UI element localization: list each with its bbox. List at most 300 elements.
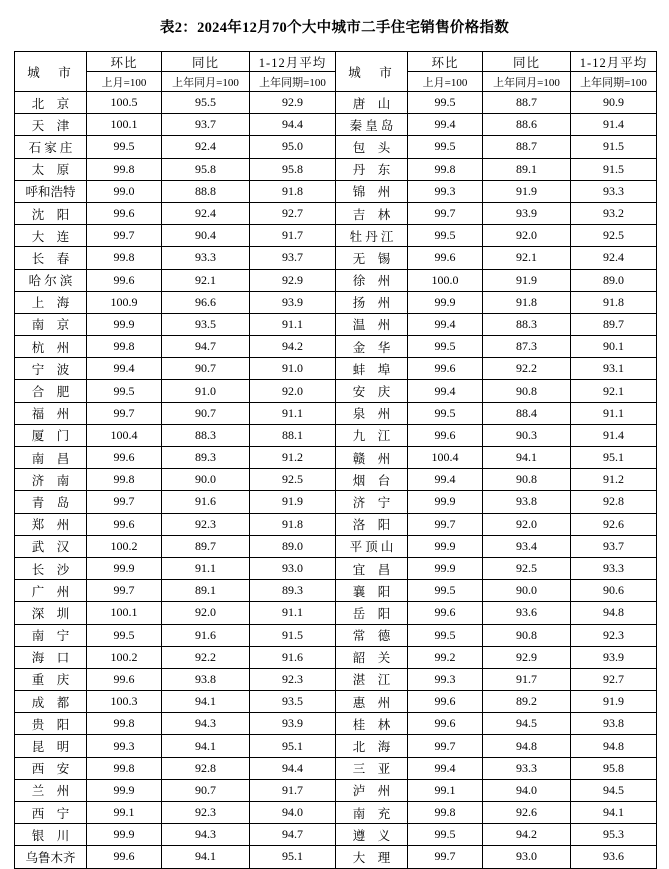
value-yoy-right: 94.8 xyxy=(483,735,571,757)
value-avg-left: 94.2 xyxy=(250,336,336,358)
table-header xyxy=(15,52,657,92)
city-name-right: 遵 义 xyxy=(336,824,408,846)
value-mom-left: 99.4 xyxy=(87,358,162,380)
value-mom-right: 99.9 xyxy=(408,535,483,557)
value-avg-right: 91.4 xyxy=(571,114,657,136)
value-avg-left: 92.9 xyxy=(250,269,336,291)
city-name-left: 济 南 xyxy=(15,469,87,491)
value-mom-left: 99.8 xyxy=(87,336,162,358)
value-avg-right: 92.5 xyxy=(571,225,657,247)
value-mom-right: 99.9 xyxy=(408,291,483,313)
value-yoy-right: 87.3 xyxy=(483,336,571,358)
value-avg-left: 91.7 xyxy=(250,225,336,247)
value-avg-left: 89.3 xyxy=(250,580,336,602)
page-title: 表2：2024年12月70个大中城市二手住宅销售价格指数 xyxy=(159,20,510,36)
value-avg-right: 91.9 xyxy=(571,691,657,713)
value-avg-left: 93.7 xyxy=(250,247,336,269)
city-name-right: 九 江 xyxy=(336,424,408,446)
city-name-right: 吉 林 xyxy=(336,202,408,224)
value-yoy-left: 95.5 xyxy=(162,92,250,114)
value-avg-left: 91.8 xyxy=(250,180,336,202)
value-mom-left: 99.5 xyxy=(87,380,162,402)
value-mom-left: 99.6 xyxy=(87,846,162,868)
value-mom-left: 100.4 xyxy=(87,424,162,446)
value-avg-left: 95.1 xyxy=(250,735,336,757)
city-name-right: 惠 州 xyxy=(336,691,408,713)
city-name-left: 南 昌 xyxy=(15,447,87,469)
table-row xyxy=(15,713,657,735)
value-yoy-right: 92.1 xyxy=(483,247,571,269)
table-row xyxy=(15,646,657,668)
header-group-yoy-right: 同比 xyxy=(483,52,571,72)
value-yoy-right: 91.9 xyxy=(483,269,571,291)
value-avg-left: 93.5 xyxy=(250,691,336,713)
value-mom-right: 99.6 xyxy=(408,247,483,269)
city-name-left: 大 连 xyxy=(15,225,87,247)
value-yoy-right: 91.7 xyxy=(483,668,571,690)
value-avg-left: 88.1 xyxy=(250,424,336,446)
city-name-left: 上 海 xyxy=(15,291,87,313)
value-avg-right: 90.1 xyxy=(571,336,657,358)
value-avg-right: 95.8 xyxy=(571,757,657,779)
value-avg-left: 91.6 xyxy=(250,646,336,668)
header-group-yoy-left: 同比 xyxy=(162,52,250,72)
value-avg-left: 95.8 xyxy=(250,158,336,180)
value-mom-right: 99.9 xyxy=(408,557,483,579)
city-name-right: 温 州 xyxy=(336,313,408,335)
value-yoy-right: 92.0 xyxy=(483,513,571,535)
value-avg-left: 91.1 xyxy=(250,313,336,335)
value-yoy-right: 88.7 xyxy=(483,92,571,114)
value-mom-left: 99.6 xyxy=(87,513,162,535)
value-avg-right: 93.6 xyxy=(571,846,657,868)
city-name-right: 常 德 xyxy=(336,624,408,646)
city-name-left: 重 庆 xyxy=(15,668,87,690)
city-name-left: 天 津 xyxy=(15,114,87,136)
value-yoy-left: 89.1 xyxy=(162,580,250,602)
value-avg-right: 92.6 xyxy=(571,513,657,535)
city-name-left: 长 沙 xyxy=(15,557,87,579)
table-row xyxy=(15,225,657,247)
table-row xyxy=(15,380,657,402)
value-avg-right: 91.4 xyxy=(571,424,657,446)
value-yoy-right: 92.5 xyxy=(483,557,571,579)
city-name-left: 石 家 庄 xyxy=(15,136,87,158)
value-mom-right: 99.6 xyxy=(408,691,483,713)
value-mom-right: 99.6 xyxy=(408,358,483,380)
value-avg-left: 91.1 xyxy=(250,402,336,424)
value-yoy-right: 93.4 xyxy=(483,535,571,557)
value-mom-right: 99.5 xyxy=(408,580,483,602)
value-yoy-left: 91.6 xyxy=(162,624,250,646)
city-name-left: 武 汉 xyxy=(15,535,87,557)
table-row xyxy=(15,136,657,158)
value-yoy-left: 94.1 xyxy=(162,691,250,713)
value-yoy-right: 92.2 xyxy=(483,358,571,380)
value-mom-left: 99.9 xyxy=(87,313,162,335)
value-mom-left: 99.3 xyxy=(87,735,162,757)
value-mom-right: 99.4 xyxy=(408,114,483,136)
value-yoy-left: 90.7 xyxy=(162,779,250,801)
value-mom-left: 100.2 xyxy=(87,535,162,557)
header-group-avg-right: 1-12月平均 xyxy=(571,52,657,72)
value-yoy-right: 88.4 xyxy=(483,402,571,424)
table-row xyxy=(15,180,657,202)
value-avg-right: 91.5 xyxy=(571,158,657,180)
value-yoy-left: 94.3 xyxy=(162,713,250,735)
city-name-right: 泉 州 xyxy=(336,402,408,424)
value-yoy-right: 90.3 xyxy=(483,424,571,446)
city-name-right: 扬 州 xyxy=(336,291,408,313)
city-name-left: 哈 尔 滨 xyxy=(15,269,87,291)
value-mom-right: 99.6 xyxy=(408,424,483,446)
value-mom-right: 99.7 xyxy=(408,735,483,757)
city-name-right: 平 顶 山 xyxy=(336,535,408,557)
value-mom-right: 99.6 xyxy=(408,602,483,624)
header-sub-mom-right: 上月=100 xyxy=(408,72,483,92)
value-yoy-left: 94.1 xyxy=(162,735,250,757)
city-name-right: 北 海 xyxy=(336,735,408,757)
value-avg-left: 91.7 xyxy=(250,779,336,801)
value-yoy-right: 94.2 xyxy=(483,824,571,846)
city-name-right: 韶 关 xyxy=(336,646,408,668)
header-sub-yoy-right: 上年同月=100 xyxy=(483,72,571,92)
value-yoy-right: 90.8 xyxy=(483,624,571,646)
table-row xyxy=(15,491,657,513)
value-mom-left: 99.1 xyxy=(87,802,162,824)
value-mom-left: 99.5 xyxy=(87,624,162,646)
value-avg-right: 91.1 xyxy=(571,402,657,424)
value-mom-right: 99.3 xyxy=(408,668,483,690)
city-name-right: 无 锡 xyxy=(336,247,408,269)
city-name-left: 乌鲁木齐 xyxy=(15,846,87,868)
city-name-right: 丹 东 xyxy=(336,158,408,180)
table-row xyxy=(15,402,657,424)
city-name-left: 南 宁 xyxy=(15,624,87,646)
city-name-right: 牡 丹 江 xyxy=(336,225,408,247)
city-name-left: 厦 门 xyxy=(15,424,87,446)
value-avg-right: 92.4 xyxy=(571,247,657,269)
header-sub-avg-right: 上年同期=100 xyxy=(571,72,657,92)
table-row xyxy=(15,202,657,224)
table-row xyxy=(15,846,657,868)
value-yoy-left: 89.7 xyxy=(162,535,250,557)
value-avg-right: 91.5 xyxy=(571,136,657,158)
value-avg-left: 93.9 xyxy=(250,713,336,735)
table-row xyxy=(15,602,657,624)
value-mom-right: 99.5 xyxy=(408,92,483,114)
value-mom-right: 99.7 xyxy=(408,202,483,224)
value-mom-right: 99.5 xyxy=(408,336,483,358)
value-mom-right: 99.1 xyxy=(408,779,483,801)
city-name-right: 三 亚 xyxy=(336,757,408,779)
value-yoy-left: 92.1 xyxy=(162,269,250,291)
city-name-left: 青 岛 xyxy=(15,491,87,513)
value-yoy-right: 90.8 xyxy=(483,469,571,491)
value-mom-right: 99.5 xyxy=(408,402,483,424)
value-yoy-right: 94.1 xyxy=(483,447,571,469)
value-avg-left: 91.8 xyxy=(250,513,336,535)
value-avg-right: 93.3 xyxy=(571,557,657,579)
value-avg-left: 92.0 xyxy=(250,380,336,402)
value-avg-right: 92.8 xyxy=(571,491,657,513)
value-avg-left: 93.0 xyxy=(250,557,336,579)
table-row xyxy=(15,757,657,779)
value-yoy-right: 92.9 xyxy=(483,646,571,668)
header-group-mom-left: 环比 xyxy=(87,52,162,72)
city-name-right: 桂 林 xyxy=(336,713,408,735)
value-yoy-left: 95.8 xyxy=(162,158,250,180)
value-mom-left: 100.1 xyxy=(87,114,162,136)
value-yoy-left: 89.3 xyxy=(162,447,250,469)
value-avg-right: 94.8 xyxy=(571,735,657,757)
table-row xyxy=(15,580,657,602)
value-avg-right: 95.3 xyxy=(571,824,657,846)
value-avg-right: 94.8 xyxy=(571,602,657,624)
value-yoy-right: 89.1 xyxy=(483,158,571,180)
value-avg-left: 91.0 xyxy=(250,358,336,380)
value-mom-right: 99.7 xyxy=(408,846,483,868)
value-yoy-left: 93.5 xyxy=(162,313,250,335)
city-name-right: 唐 山 xyxy=(336,92,408,114)
city-name-left: 成 都 xyxy=(15,691,87,713)
value-mom-right: 99.5 xyxy=(408,624,483,646)
value-yoy-right: 92.0 xyxy=(483,225,571,247)
value-mom-right: 99.8 xyxy=(408,158,483,180)
city-name-left: 北 京 xyxy=(15,92,87,114)
table-row xyxy=(15,691,657,713)
table-body xyxy=(15,92,657,869)
city-name-left: 深 圳 xyxy=(15,602,87,624)
value-mom-right: 99.4 xyxy=(408,757,483,779)
city-name-left: 贵 阳 xyxy=(15,713,87,735)
header-city-left: 城 市 xyxy=(15,52,87,92)
value-yoy-right: 93.8 xyxy=(483,491,571,513)
value-mom-left: 99.8 xyxy=(87,469,162,491)
value-yoy-right: 93.3 xyxy=(483,757,571,779)
value-avg-left: 89.0 xyxy=(250,535,336,557)
value-yoy-left: 91.1 xyxy=(162,557,250,579)
city-name-left: 西 宁 xyxy=(15,802,87,824)
value-yoy-left: 93.8 xyxy=(162,668,250,690)
city-name-right: 襄 阳 xyxy=(336,580,408,602)
value-yoy-left: 88.3 xyxy=(162,424,250,446)
table-row xyxy=(15,92,657,114)
value-mom-right: 99.4 xyxy=(408,380,483,402)
value-mom-left: 99.7 xyxy=(87,402,162,424)
value-avg-left: 92.5 xyxy=(250,469,336,491)
value-avg-right: 93.2 xyxy=(571,202,657,224)
value-yoy-left: 92.0 xyxy=(162,602,250,624)
value-yoy-left: 91.6 xyxy=(162,491,250,513)
table-row xyxy=(15,469,657,491)
city-name-right: 蚌 埠 xyxy=(336,358,408,380)
value-avg-right: 94.5 xyxy=(571,779,657,801)
city-name-left: 银 川 xyxy=(15,824,87,846)
value-avg-left: 94.0 xyxy=(250,802,336,824)
value-yoy-left: 92.2 xyxy=(162,646,250,668)
value-yoy-left: 92.3 xyxy=(162,802,250,824)
value-yoy-right: 93.9 xyxy=(483,202,571,224)
table-row xyxy=(15,535,657,557)
city-name-left: 合 肥 xyxy=(15,380,87,402)
table-row xyxy=(15,114,657,136)
city-name-left: 宁 波 xyxy=(15,358,87,380)
value-avg-right: 93.7 xyxy=(571,535,657,557)
value-mom-right: 99.6 xyxy=(408,713,483,735)
value-mom-right: 99.9 xyxy=(408,491,483,513)
table-row xyxy=(15,668,657,690)
city-name-right: 宜 昌 xyxy=(336,557,408,579)
value-avg-right: 93.1 xyxy=(571,358,657,380)
value-yoy-left: 88.8 xyxy=(162,180,250,202)
value-yoy-right: 93.6 xyxy=(483,602,571,624)
city-name-left: 沈 阳 xyxy=(15,202,87,224)
value-yoy-left: 90.4 xyxy=(162,225,250,247)
city-name-left: 太 原 xyxy=(15,158,87,180)
value-avg-left: 94.7 xyxy=(250,824,336,846)
value-mom-right: 99.7 xyxy=(408,513,483,535)
value-mom-left: 99.8 xyxy=(87,247,162,269)
value-avg-left: 92.9 xyxy=(250,92,336,114)
value-mom-right: 99.4 xyxy=(408,313,483,335)
value-mom-left: 99.7 xyxy=(87,225,162,247)
value-yoy-right: 93.0 xyxy=(483,846,571,868)
city-name-right: 赣 州 xyxy=(336,447,408,469)
value-mom-right: 99.5 xyxy=(408,225,483,247)
table-row xyxy=(15,269,657,291)
city-name-right: 安 庆 xyxy=(336,380,408,402)
city-name-right: 秦 皇 岛 xyxy=(336,114,408,136)
value-yoy-right: 89.2 xyxy=(483,691,571,713)
value-avg-right: 89.0 xyxy=(571,269,657,291)
value-mom-left: 99.9 xyxy=(87,824,162,846)
value-avg-left: 91.5 xyxy=(250,624,336,646)
header-row-top xyxy=(15,52,657,72)
value-mom-right: 100.4 xyxy=(408,447,483,469)
value-mom-left: 99.9 xyxy=(87,557,162,579)
value-mom-left: 100.9 xyxy=(87,291,162,313)
value-mom-right: 99.5 xyxy=(408,136,483,158)
value-avg-right: 92.1 xyxy=(571,380,657,402)
value-yoy-right: 88.3 xyxy=(483,313,571,335)
value-avg-left: 91.9 xyxy=(250,491,336,513)
value-yoy-right: 92.6 xyxy=(483,802,571,824)
city-name-right: 金 华 xyxy=(336,336,408,358)
table-row xyxy=(15,358,657,380)
city-name-left: 海 口 xyxy=(15,646,87,668)
value-mom-left: 99.6 xyxy=(87,447,162,469)
value-mom-left: 99.7 xyxy=(87,580,162,602)
city-name-right: 徐 州 xyxy=(336,269,408,291)
value-yoy-left: 96.6 xyxy=(162,291,250,313)
header-sub-yoy-left: 上年同月=100 xyxy=(162,72,250,92)
header-sub-mom-left: 上月=100 xyxy=(87,72,162,92)
value-yoy-left: 91.0 xyxy=(162,380,250,402)
value-mom-right: 99.5 xyxy=(408,824,483,846)
table-row xyxy=(15,336,657,358)
value-mom-left: 99.5 xyxy=(87,136,162,158)
value-avg-right: 89.7 xyxy=(571,313,657,335)
value-avg-right: 90.9 xyxy=(571,92,657,114)
table-row xyxy=(15,424,657,446)
value-yoy-left: 90.7 xyxy=(162,358,250,380)
value-yoy-left: 92.4 xyxy=(162,136,250,158)
value-yoy-left: 90.0 xyxy=(162,469,250,491)
city-name-right: 岳 阳 xyxy=(336,602,408,624)
value-yoy-right: 90.8 xyxy=(483,380,571,402)
value-mom-right: 99.3 xyxy=(408,180,483,202)
table-row xyxy=(15,291,657,313)
value-avg-right: 93.3 xyxy=(571,180,657,202)
header-city-right: 城 市 xyxy=(336,52,408,92)
value-mom-left: 99.8 xyxy=(87,757,162,779)
price-index-table xyxy=(14,51,657,869)
value-mom-left: 99.7 xyxy=(87,491,162,513)
value-avg-left: 91.1 xyxy=(250,602,336,624)
value-mom-left: 99.6 xyxy=(87,269,162,291)
table-row xyxy=(15,513,657,535)
value-yoy-left: 92.8 xyxy=(162,757,250,779)
table-row xyxy=(15,557,657,579)
table-row xyxy=(15,802,657,824)
value-mom-left: 100.2 xyxy=(87,646,162,668)
city-name-right: 泸 州 xyxy=(336,779,408,801)
value-yoy-right: 94.0 xyxy=(483,779,571,801)
value-avg-right: 91.8 xyxy=(571,291,657,313)
value-yoy-left: 94.7 xyxy=(162,336,250,358)
value-mom-right: 99.4 xyxy=(408,469,483,491)
city-name-left: 郑 州 xyxy=(15,513,87,535)
city-name-left: 杭 州 xyxy=(15,336,87,358)
value-mom-right: 100.0 xyxy=(408,269,483,291)
value-avg-right: 93.8 xyxy=(571,713,657,735)
value-mom-left: 99.0 xyxy=(87,180,162,202)
table-row xyxy=(15,247,657,269)
value-mom-right: 99.2 xyxy=(408,646,483,668)
city-name-right: 湛 江 xyxy=(336,668,408,690)
value-avg-right: 92.3 xyxy=(571,624,657,646)
city-name-left: 南 京 xyxy=(15,313,87,335)
value-yoy-right: 91.8 xyxy=(483,291,571,313)
value-yoy-left: 94.3 xyxy=(162,824,250,846)
value-avg-left: 92.7 xyxy=(250,202,336,224)
value-mom-left: 99.9 xyxy=(87,779,162,801)
value-avg-right: 93.9 xyxy=(571,646,657,668)
table-row xyxy=(15,779,657,801)
city-name-right: 烟 台 xyxy=(336,469,408,491)
value-mom-left: 100.5 xyxy=(87,92,162,114)
value-yoy-left: 92.3 xyxy=(162,513,250,535)
value-yoy-right: 88.6 xyxy=(483,114,571,136)
city-name-right: 大 理 xyxy=(336,846,408,868)
value-mom-left: 99.6 xyxy=(87,202,162,224)
city-name-right: 锦 州 xyxy=(336,180,408,202)
table-row xyxy=(15,624,657,646)
value-yoy-right: 94.5 xyxy=(483,713,571,735)
city-name-left: 兰 州 xyxy=(15,779,87,801)
value-mom-left: 100.1 xyxy=(87,602,162,624)
table-row xyxy=(15,735,657,757)
city-name-left: 昆 明 xyxy=(15,735,87,757)
value-avg-right: 92.7 xyxy=(571,668,657,690)
value-mom-left: 99.8 xyxy=(87,713,162,735)
value-yoy-left: 92.4 xyxy=(162,202,250,224)
table-row xyxy=(15,158,657,180)
value-mom-left: 99.6 xyxy=(87,668,162,690)
header-group-avg-left: 1-12月平均 xyxy=(250,52,336,72)
city-name-left: 福 州 xyxy=(15,402,87,424)
